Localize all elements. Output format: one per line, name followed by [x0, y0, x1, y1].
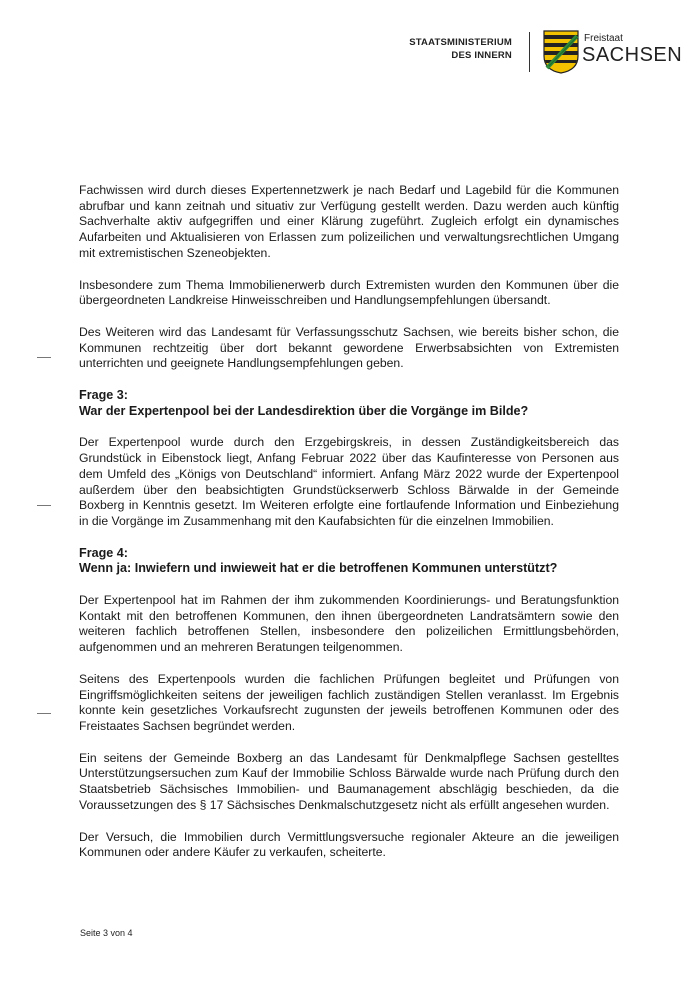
ministry-line-2: DES INNERN [451, 50, 512, 61]
margin-mark [37, 713, 51, 714]
brand-freistaat: Freistaat [584, 33, 623, 44]
question-4-text: Wenn ja: Inwiefern und inwieweit hat er die betroffenen Kommunen unterstützt? [79, 561, 558, 576]
paragraph-immobilienerwerb: Insbesondere zum Thema Immobilienerwerb durch Extremisten wurden den Kommunen über die übergeordneten Landkreise Hinweisschreiben und Handlungsempfehlungen übersandt. [79, 277, 619, 308]
question-3-label: Frage 3: [79, 388, 128, 403]
margin-mark [37, 357, 51, 358]
margin-mark [37, 505, 51, 506]
answer-4-paragraph-2: Seitens des Expertenpools wurden die fachlichen Prüfungen begleitet und Prüfungen von Eingriffsmöglichkeiten seitens der jeweiligen fachlich zuständigen Stellen veranlasst. Im Ergebnis konnte kein gesetzliches Vorkaufsrecht zugunsten der jeweils betroffenen Kommunen oder des Freistaates Sachsen begründet werden. [79, 671, 619, 733]
letter-body [79, 183, 619, 877]
question-3-text: War der Expertenpool bei der Landesdirektion über die Vorgänge im Bilde? [79, 403, 529, 418]
answer-3: Der Expertenpool wurde durch den Erzgebirgskreis, in dessen Zuständigkeitsbereich das Grundstück in Eibenstock liegt, Anfang Februar 2022 über das Kaufinteresse von Personen aus dem Umfeld des „Königs von Deutschland“ informiert. Anfang März 2022 wurde der Expertenpool außerdem über den beabsichtigten Grundstückserwerb Schloss Bärwalde in der Gemeinde Boxberg in Kenntnis gesetzt. Im Weiteren erfolgte eine fortlaufende Information und Einbeziehung in die Vorgänge im Zusammenhang mit den Kaufabsichten für die einzelnen Immobilien. [79, 435, 619, 528]
brand-sachsen: SACHSEN [582, 44, 683, 66]
header-divider [529, 32, 530, 72]
answer-4-paragraph-1: Der Expertenpool hat im Rahmen der ihm zukommenden Koordinierungs- und Beratungsfunktion Kontakt mit den betroffenen Kommunen, den ihnen übergeordneten Landratsämtern sowie den weiteren fachlich betroffenen Stellen, insbesondere den polizeilichen Ermittlungsbehörden, aufgenommen und an mehreren Beratungen teilgenommen. [79, 593, 619, 655]
answer-4-paragraph-3: Ein seitens der Gemeinde Boxberg an das Landesamt für Denkmalpflege Sachsen gestelltes Unterstützungsersuchen zum Kauf der Immobilie Schloss Bärwalde wurde nach Prüfung durch den Staatsbetrieb Sächsisches Immobilien- und Baumanagement abschlägig beschieden, da die Voraussetzungen des § 17 Sächsisches Denkmalschutzgesetz nicht als erfüllt angesehen wurden. [79, 750, 619, 812]
page-number: Seite 3 von 4 [80, 928, 133, 938]
question-4 [79, 546, 619, 577]
letterhead [0, 28, 700, 88]
paragraph-verfassungsschutz: Des Weiteren wird das Landesamt für Verfassungsschutz Sachsen, wie bereits bisher schon, die Kommunen rechtzeitig über dort bekannt gewordene Erwerbsabsichten von Extremisten unterrichten und geeignete Handlungsempfehlungen geben. [79, 324, 619, 371]
ministry-line-1: STAATSMINISTERIUM [409, 37, 512, 48]
paragraph-expertennetzwerk: Fachwissen wird durch dieses Expertennetzwerk je nach Bedarf und Lagebild für die Kommunen abrufbar und kann zeitnah und situativ zur Verfügung gestellt werden. Dazu werden auch künftig Sachverhalte aktiv aufgegriffen und einer Klärung zugeführt. Zugleich erfolgt ein dynamisches Aufarbeiten und Aktualisieren von Erlassen zum polizeilichen und verwaltungsrechtlichen Umgang mit extremistischen Szeneobjekten. [79, 183, 619, 260]
question-3 [79, 388, 619, 419]
answer-4-paragraph-4: Der Versuch, die Immobilien durch Vermittlungsversuche regionaler Akteure an die jeweiligen Kommunen oder andere Käufer zu verkaufen, scheiterte. [79, 829, 619, 860]
ministry-name [409, 36, 512, 62]
saxony-coat-of-arms-icon [543, 30, 579, 74]
question-4-label: Frage 4: [79, 545, 128, 560]
